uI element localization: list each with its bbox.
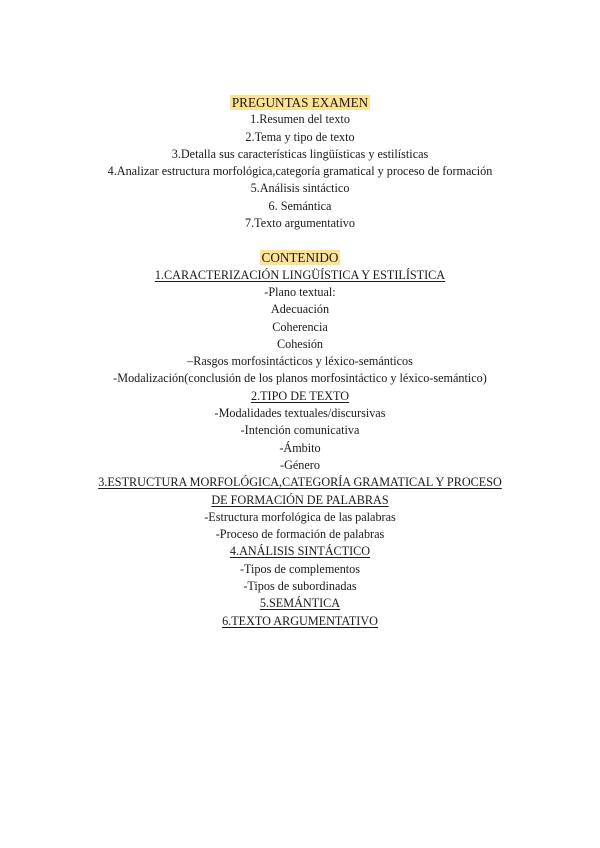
question-item: 3.Detalla sus características lingüísticas y estilísticas: [171, 146, 429, 161]
section-2-item: -Ámbito: [279, 440, 321, 455]
section-2-title: 2.TIPO DE TEXTO: [250, 388, 350, 403]
question-item: 6. Semántica: [268, 198, 332, 213]
questions-title: PREGUNTAS EXAMEN: [231, 95, 369, 110]
section-4-item: -Tipos de complementos: [239, 561, 361, 576]
section-1-item: –Rasgos morfosintácticos y léxico-semánticos: [187, 354, 413, 369]
section-1-item: Adecuación: [270, 302, 330, 317]
question-item: 2.Tema y tipo de texto: [245, 129, 355, 144]
section-6-title: 6.TEXTO ARGUMENTATIVO: [222, 613, 378, 628]
section-2-item: -Modalidades textuales/discursivas: [214, 406, 386, 421]
questions-heading: [0, 94, 600, 111]
section-3-title-line-2: DE FORMACIÓN DE PALABRAS: [211, 492, 389, 507]
section-1-item: -Modalización(conclusión de los planos morfosintáctico y léxico-semántico): [113, 371, 487, 386]
section-4-item: -Tipos de subordinadas: [243, 579, 357, 594]
section-1-item: -Plano textual:: [264, 284, 336, 299]
question-item: 4.Analizar estructura morfológica,categoría gramatical y proceso de formación: [107, 164, 493, 179]
section-gap: [0, 232, 600, 249]
question-item: 1.Resumen del texto: [250, 112, 350, 127]
question-item: 5.Análisis sintáctico: [250, 181, 350, 196]
content-heading: [0, 249, 600, 266]
section-3-item: -Proceso de formación de palabras: [215, 527, 385, 542]
section-2-item: -Género: [280, 457, 320, 472]
section-2-item: -Intención comunicativa: [240, 423, 360, 438]
section-1-item: Cohesión: [276, 336, 324, 351]
section-5-title: 5.SEMÁNTICA: [259, 596, 341, 611]
section-1-item: Coherencia: [272, 319, 328, 334]
section-3-title-line-1: 3.ESTRUCTURA MORFOLÓGICA,CATEGORÍA GRAMATICAL Y PROCESO: [98, 475, 502, 490]
content-title: CONTENIDO: [261, 250, 339, 266]
section-3-item: -Estructura morfológica de las palabras: [204, 509, 396, 524]
question-item: 7.Texto argumentativo: [245, 216, 355, 231]
section-1-title: 1.CARACTERIZACIÓN LINGÜÍSTICA Y ESTILÍSTICA: [154, 267, 446, 282]
document-body: [0, 94, 600, 630]
section-4-title: 4.ANÁLISIS SINTÁCTICO: [229, 544, 371, 559]
